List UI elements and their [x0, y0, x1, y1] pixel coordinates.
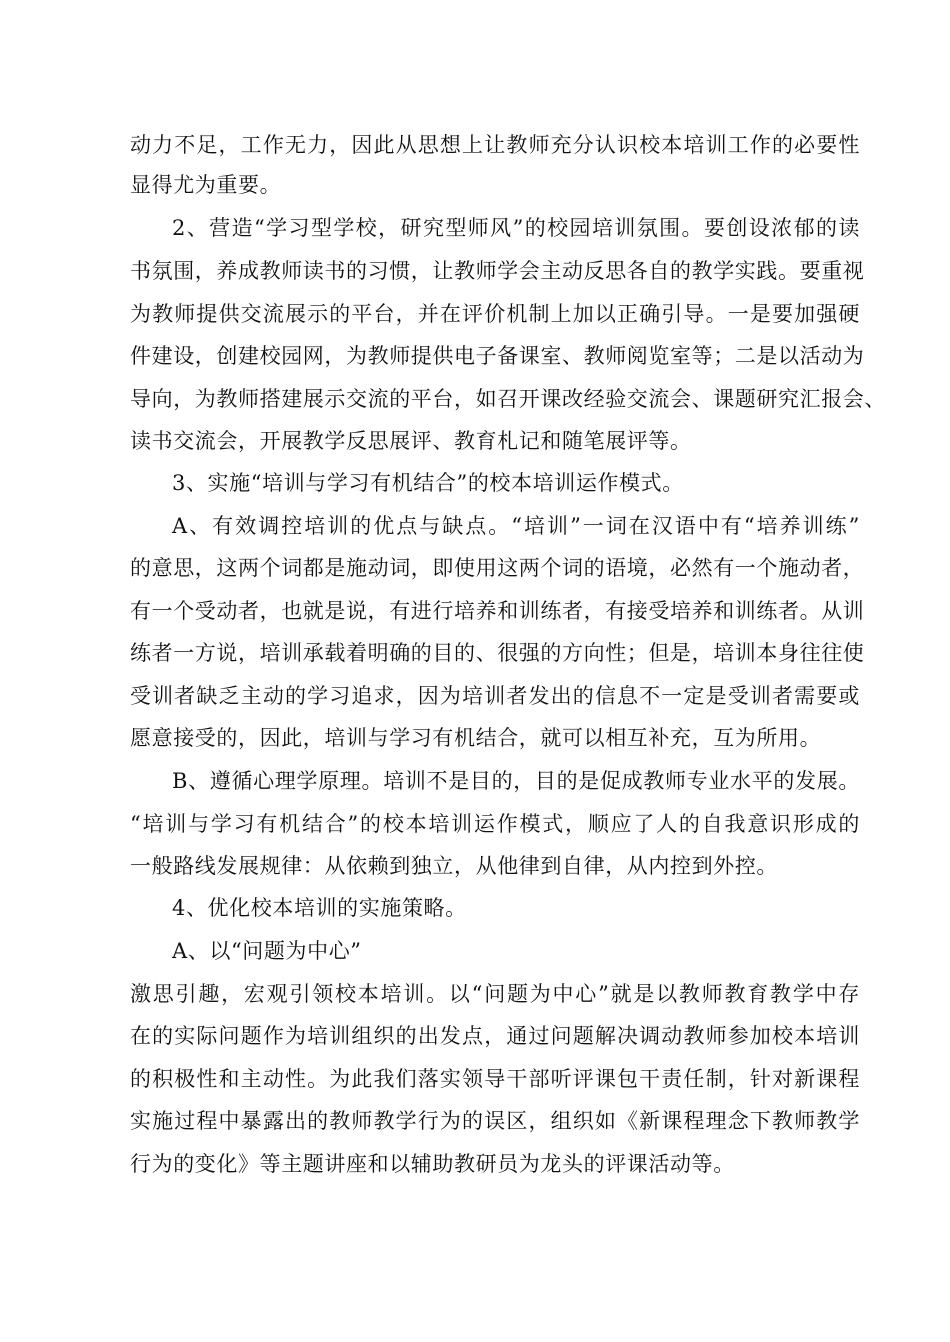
text-line: 练者一方说，培训承载着明确的目的、很强的方向性；但是，培训本身往往使 [130, 641, 865, 665]
text-line: 愿意接受的，因此，培训与学习有机结合，就可以相互补充，互为所用。 [130, 726, 822, 750]
text-line: 激思引趣，宏观引领校本培训。以“问题为中心”就是以教师教育教学中存 [130, 982, 860, 1006]
text-line: 书氛围，养成教师读书的习惯，让教师学会主动反思各自的教学实践。要重视 [130, 259, 865, 283]
text-line: 读书交流会，开展教学反思展评、教育札记和随笔展评等。 [130, 429, 692, 453]
text-line: 受训者缺乏主动的学习追求，因为培训者发出的信息不一定是受训者需要或 [130, 684, 860, 708]
text-line: B、遵循心理学原理。培训不是目的，目的是促成教师专业水平的发展。 [172, 769, 860, 793]
text-line: 的意思，这两个词都是施动词，即使用这两个词的语境，必然有一个施动者， [130, 556, 865, 580]
text-line: “培训与学习有机结合”的校本培训运作模式，顺应了人的自我意识形成的 [130, 812, 860, 836]
text-line: 4、优化校本培训的实施策略。 [172, 896, 467, 920]
text-line: 3、实施“培训与学习有机结合”的校本培训运作模式。 [172, 471, 684, 495]
text-line: 显得尤为重要。 [130, 173, 282, 197]
text-line: 为教师提供交流展示的平台，并在评价机制上加以正确引导。一是要加强硬 [130, 302, 860, 326]
text-line: 导向，为教师搭建展示交流的平台，如召开课改经验交流会、课题研究汇报会、 [130, 387, 886, 411]
text-line: 的积极性和主动性。为此我们落实领导干部听评课包干责任制，针对新课程 [130, 1067, 860, 1091]
text-line: A、以“问题为中心” [172, 939, 362, 963]
text-line: 件建设，创建校园网，为教师提供电子备课室、教师阅览室等；二是以活动为 [130, 344, 865, 368]
text-line: 行为的变化》等主题讲座和以辅助教研员为龙头的评课活动等。 [130, 1152, 735, 1176]
text-line: A、有效调控培训的优点与缺点。“培训”一词在汉语中有“培养训练” [172, 514, 860, 538]
text-line: 实施过程中暴露出的教师教学行为的误区，组织如《新课程理念下教师教学 [130, 1109, 860, 1133]
text-line: 有一个受动者，也就是说，有进行培养和训练者，有接受培养和训练者。从训 [130, 599, 865, 623]
text-line: 动力不足，工作无力，因此从思想上让教师充分认识校本培训工作的必要性 [130, 133, 860, 157]
text-line: 在的实际问题作为培训组织的出发点，通过问题解决调动教师参加校本培训 [130, 1024, 860, 1048]
text-line: 一般路线发展规律：从依赖到独立，从他律到自律，从内控到外控。 [130, 854, 778, 878]
text-line: 2、营造“学习型学校，研究型师风”的校园培训氛围。要创设浓郁的读 [172, 216, 860, 240]
